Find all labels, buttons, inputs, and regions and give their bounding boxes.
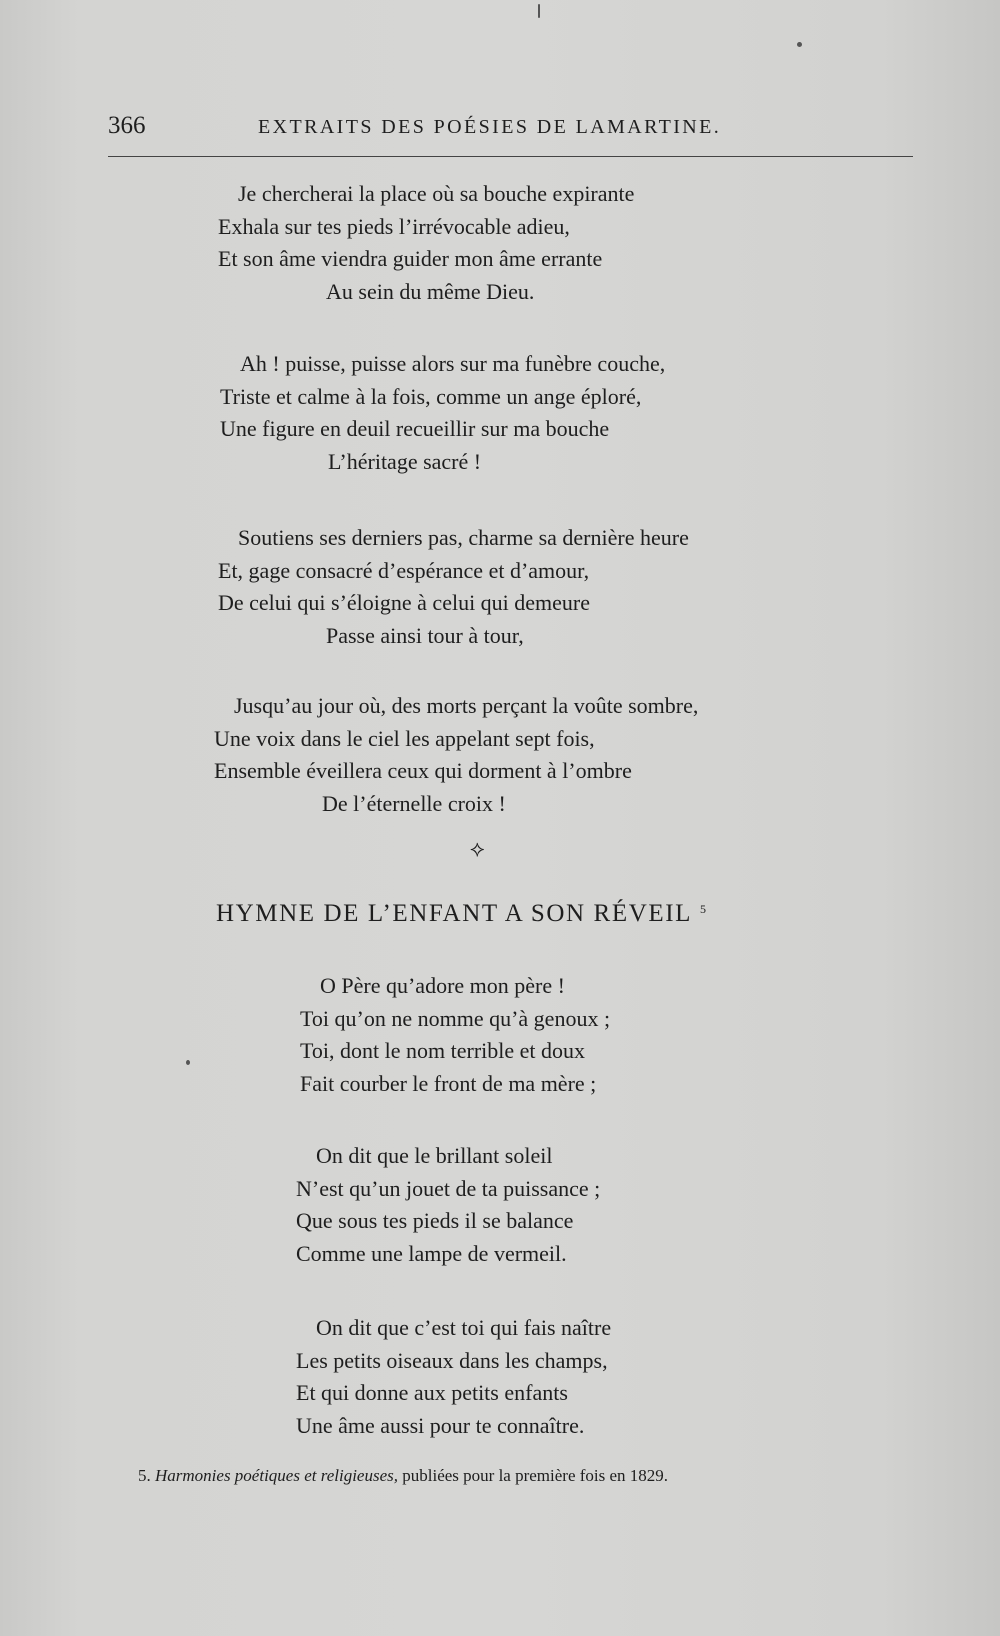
verse-line: Une figure en deuil recueillir sur ma bouche <box>220 416 610 441</box>
verse-line: Toi, dont le nom terrible et doux <box>300 1038 586 1063</box>
footnote-ref: 5 <box>700 902 707 916</box>
poem-title <box>216 900 706 928</box>
verse-line: De l’éternelle croix ! <box>322 790 506 816</box>
verse-line: Triste et calme à la fois, comme un ange éploré, <box>220 383 642 409</box>
verse-line: Jusqu’au jour où, des morts perçant la voûte sombre, <box>234 693 699 718</box>
verse-line: Je chercherai la place où sa bouche expirante <box>238 181 635 206</box>
footnote-number: 5. <box>138 1466 151 1485</box>
verse-line: Exhala sur tes pieds l’irrévocable adieu, <box>218 213 570 239</box>
verse-line: Passe ainsi tour à tour, <box>326 622 524 648</box>
stanza-2 <box>220 348 665 478</box>
verse-line: On dit que c’est toi qui fais naître <box>316 1315 612 1340</box>
verse-line: Et, gage consacré d’espérance et d’amour, <box>218 557 590 583</box>
verse-line: N’est qu’un jouet de ta puissance ; <box>296 1175 601 1201</box>
footnote <box>138 1466 668 1486</box>
verse-line: Et son âme viendra guider mon âme errante <box>218 246 603 271</box>
verse-line: Comme une lampe de vermeil. <box>296 1240 567 1266</box>
verse-line: O Père qu’adore mon père ! <box>320 973 565 998</box>
scan-speck <box>797 42 802 47</box>
verse-line: Une âme aussi pour te connaître. <box>296 1412 585 1438</box>
verse-line: Fait courber le front de ma mère ; <box>300 1070 597 1096</box>
hymn-stanza-1 <box>300 970 610 1100</box>
footnote-work-title: Harmonies poétiques et religieuses, <box>155 1466 398 1485</box>
verse-line: Que sous tes pieds il se balance <box>296 1208 574 1233</box>
footnote-text: publiées pour la première fois en 1829. <box>402 1466 669 1485</box>
running-title: EXTRAITS DES POÉSIES DE LAMARTINE. <box>258 116 722 138</box>
verse-line: De celui qui s’éloigne à celui qui demeure <box>218 590 591 615</box>
verse-line: Au sein du même Dieu. <box>326 278 535 304</box>
verse-line: On dit que le brillant soleil <box>316 1143 553 1168</box>
header-rule <box>108 156 913 157</box>
verse-line: Les petits oiseaux dans les champs, <box>296 1347 608 1373</box>
stanza-4 <box>214 690 698 820</box>
section-ornament: ⟡ <box>470 836 485 861</box>
hymn-stanza-3 <box>296 1312 611 1442</box>
scan-speck <box>538 4 540 18</box>
verse-line: L’héritage sacré ! <box>328 448 482 474</box>
stanza-1 <box>218 178 634 308</box>
page-number: 366 <box>108 112 146 139</box>
hymn-stanza-2 <box>296 1140 600 1270</box>
poem-title-text: HYMNE DE L’ENFANT A SON RÉVEIL <box>216 900 693 927</box>
verse-line: Ensemble éveillera ceux qui dorment à l’ombre <box>214 758 632 783</box>
verse-line: Ah ! puisse, puisse alors sur ma funèbre couche, <box>240 351 666 376</box>
stanza-3 <box>218 522 689 652</box>
page-header <box>108 108 908 148</box>
verse-line: Une voix dans le ciel les appelant sept fois, <box>214 725 595 751</box>
verse-line: Et qui donne aux petits enfants <box>296 1380 568 1405</box>
scan-speck <box>186 1060 190 1065</box>
verse-line: Toi qu’on ne nomme qu’à genoux ; <box>300 1005 611 1031</box>
verse-line: Soutiens ses derniers pas, charme sa dernière heure <box>238 525 689 550</box>
